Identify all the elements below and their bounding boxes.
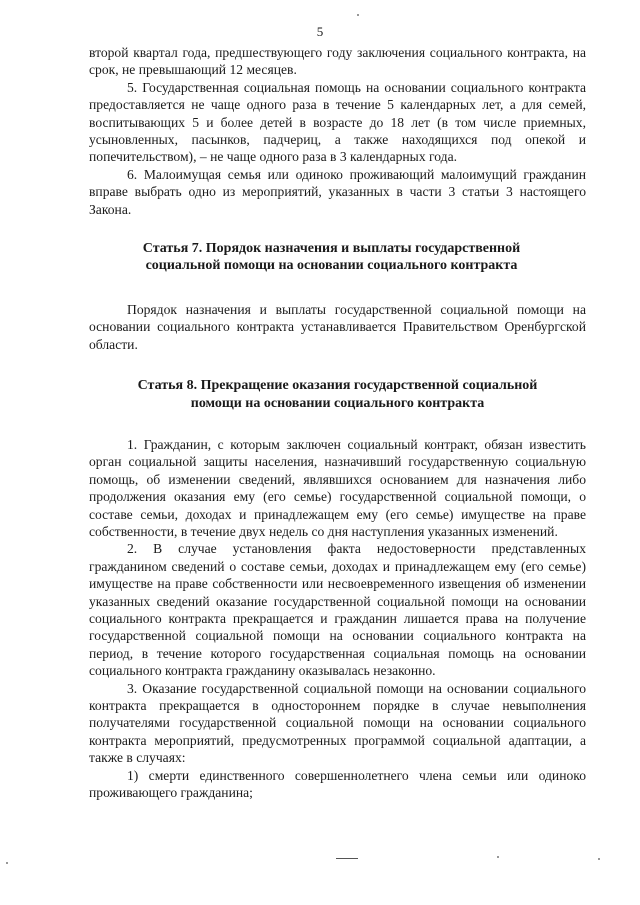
page-number: 5: [316, 24, 324, 39]
article-8-heading: Статья 8. Прекращение оказания государственной социальной помощи на основании социального контракта: [137, 378, 538, 411]
scan-dot: [357, 14, 359, 16]
scan-dot: [497, 856, 499, 858]
article-8-subitem-1: 1) смерти единственного совершеннолетнего члена семьи или одиноко проживающего гражданина;: [89, 767, 586, 801]
article-7-heading: Статья 7. Порядок назначения и выплаты государственной социальной помощи на основании социального контракта: [142, 241, 521, 274]
paragraph-continuation: второй квартал года, предшествующего году заключения социального контракта, на срок, не превышающий 12 месяцев.: [89, 45, 586, 78]
article-8-paragraph-2: 2. В случае установления факта недостоверности представленных гражданином сведений о составе семьи, доходах и принадлежащем ему (его семье) имуществе на праве собственности или несвоевременного извещения об изменении указанных сведений оказание государственной социальной помощи на основании социального контракта прекращается и гражданин лишается права на получение государственной социальной помощи на основании социального контракта на период, в течение которого государственная социальная помощь на основании социального контракта гражданину оказывалась незаконно.: [89, 541, 586, 679]
article-8-paragraph-3: 3. Оказание государственной социальной помощи на основании социального контракта прекращается в одностороннем порядке в случае невыполнения получателями государственной социальной помощи на основании социального контракта мероприятий, предусмотренных программой социальной адаптации, а также в случаях:: [89, 680, 586, 766]
article-7-text: Порядок назначения и выплаты государственной социальной помощи на основании социального контракта устанавливается Правительством Оренбургской области.: [89, 301, 586, 352]
article-8-paragraph-1: 1. Гражданин, с которым заключен социальный контракт, обязан известить орган социальной защиты населения, назначивший государственную социальную помощь, об изменении сведений, являвшихся основанием для назначения либо продолжения оказания ему (его семье) государственной социальной помощи, о составе семьи, доходах и принадлежащем ему (его семье) имуществе на праве собственности, в течение двух недель со дня наступления указанных изменений.: [89, 436, 586, 539]
paragraph-item-5: 5. Государственная социальная помощь на основании социального контракта предоставляется не чаще одного раза в течение 5 календарных лет, а для семей, воспитывающих 5 и более детей в возрасте до 18 лет (в том числе приемных, усыновленных, пасынков, падчериц, а также находящихся под опекой и попечительством), – не чаще одного раза в 3 календарных года.: [89, 79, 586, 165]
article-7-section: [89, 240, 586, 353]
article-8-section: [89, 377, 586, 801]
document-body: [89, 44, 586, 801]
scan-dot: [598, 858, 600, 860]
paragraph-item-6: 6. Малоимущая семья или одиноко проживающий малоимущий гражданин вправе выбрать одно из мероприятий, указанных в части 3 статьи 3 настоящего Закона.: [89, 166, 586, 217]
scan-dot: [6, 862, 8, 864]
scan-mark: [336, 858, 358, 859]
